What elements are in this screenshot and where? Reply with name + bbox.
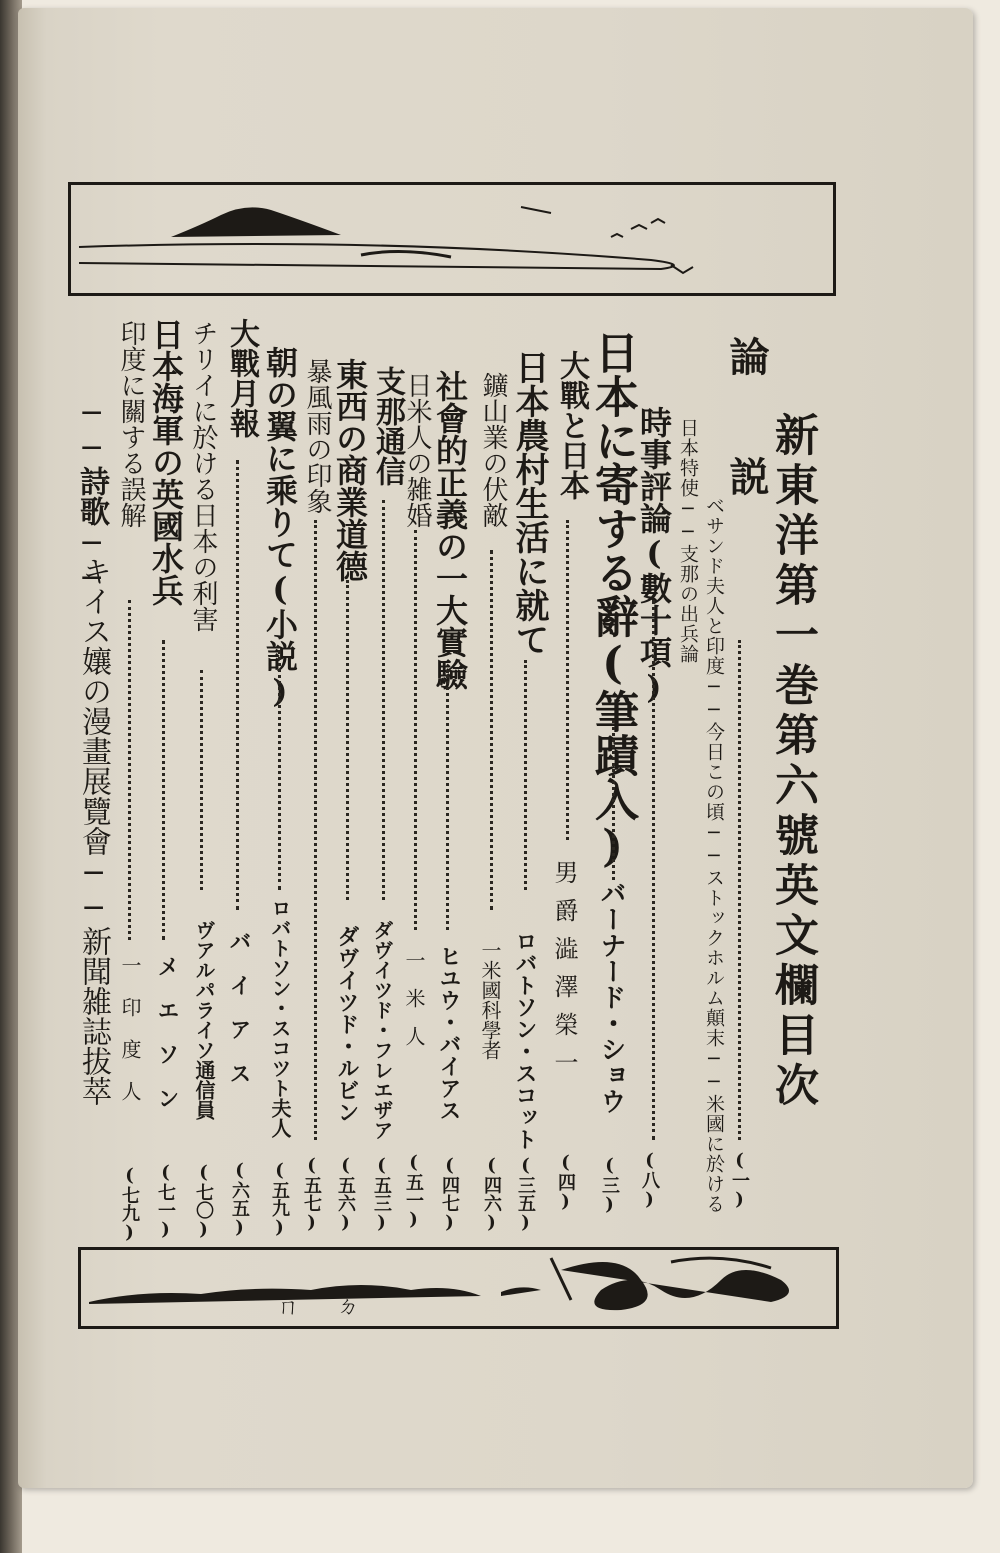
- leader-dots: [446, 670, 449, 930]
- entry-author: 男爵澁澤榮一: [550, 860, 578, 1088]
- page-number: (三): [599, 1155, 620, 1215]
- page-title: 新東洋第一巻第六號英文欄目次: [767, 412, 818, 1112]
- leader-dots: [162, 640, 165, 940]
- section-heading-setsu: 説: [723, 456, 770, 496]
- page-number: (七〇): [193, 1162, 214, 1240]
- entry-title: 大戰月報: [224, 318, 259, 438]
- banner-mark-a: ㄇ: [277, 1295, 300, 1320]
- page-number: (五七): [301, 1155, 322, 1233]
- entry-title: 支那通信: [370, 366, 405, 486]
- page-number: (五九): [269, 1160, 290, 1238]
- leader-dots: [612, 720, 615, 880]
- footer-line: キイス孃の漫畫展覽會──新聞雑誌拔萃: [76, 556, 111, 1106]
- entry-title: チリイに於ける日本の利害: [188, 320, 218, 632]
- page-number: (五六): [335, 1155, 356, 1233]
- entry-title: 暴風雨の印象: [302, 358, 332, 514]
- landscape-illustration-icon: [71, 185, 833, 293]
- section-heading-poetry: ──詩歌──: [74, 396, 109, 596]
- entry-author: バーナード・ショウ: [596, 880, 626, 1114]
- page-number: (四): [555, 1152, 576, 1212]
- entry-author: ロバトソン・スコット: [512, 930, 538, 1150]
- leader-dots: [738, 640, 741, 1140]
- entry-author: 一印度人: [118, 955, 142, 1123]
- leader-dots: [346, 580, 349, 900]
- page-number: (三五): [515, 1155, 536, 1233]
- sub-note-line2: 日本特使──支那の出兵論: [677, 418, 699, 664]
- leader-dots: [128, 600, 131, 940]
- entry-title: 日米人の雑婚: [402, 372, 432, 528]
- entry-author: ダヴイツド・フレエザア: [370, 920, 394, 1140]
- leader-dots: [278, 650, 281, 890]
- bottom-illustration-banner: [78, 1247, 839, 1329]
- entry-author: 一米人: [402, 950, 426, 1064]
- page-number: (七九): [119, 1165, 140, 1243]
- entry-title: 鑛山業の伏敵: [478, 372, 508, 528]
- leader-dots: [236, 460, 239, 910]
- entry-author: ヒユウ・バイアス: [436, 945, 462, 1121]
- entry-author: ヴアルパライソ通信員: [192, 920, 216, 1120]
- entry-title: 朝の翼に乘りて(小説): [261, 346, 299, 710]
- entry-author: ロバトソン・スコツト夫人: [268, 898, 292, 1138]
- entry-author: 一米國科學者: [478, 940, 502, 1060]
- page-number: (七一): [155, 1162, 176, 1240]
- leader-dots: [314, 520, 317, 1140]
- leader-dots: [382, 500, 385, 900]
- entry-title: 印度に關する誤解: [116, 320, 146, 528]
- page-number: (四七): [439, 1155, 460, 1233]
- entry-title: 日本に寄する辭(筆蹟入): [587, 330, 638, 872]
- entry-author: バイアス: [226, 930, 252, 1106]
- entry-title: 大戰と日本: [554, 350, 589, 500]
- entry-title: 日本海軍の英國水兵: [147, 318, 185, 606]
- leader-dots: [414, 530, 417, 930]
- page-number: (八): [639, 1150, 660, 1210]
- entry-title: 日本農村生活に就て: [509, 350, 549, 656]
- sub-note-line1: ベサンド夫人と印度──今日この頃──ストックホルム顛末──米國に於ける: [703, 496, 725, 1214]
- section-heading-ron: 論: [723, 336, 770, 376]
- page-number-ronsetsu: (一): [729, 1150, 750, 1210]
- leader-dots: [652, 600, 655, 1140]
- leader-dots: [490, 550, 493, 910]
- banner-mark-b: ㄉ: [337, 1295, 360, 1320]
- leader-dots: [566, 520, 569, 840]
- top-illustration-banner: [68, 182, 836, 296]
- page-number: (五三): [371, 1155, 392, 1233]
- leader-dots: [524, 660, 527, 890]
- entry-title: 社會的正義の一大實驗: [431, 370, 469, 690]
- leader-dots: [200, 670, 203, 890]
- entry-title: 東西の商業道德: [331, 358, 369, 582]
- page-number: (五一): [403, 1152, 424, 1230]
- entry-author: メエソン: [154, 955, 180, 1131]
- landscape-illustration-icon: [81, 1250, 836, 1326]
- page-number: (六五): [229, 1160, 250, 1238]
- entry-title: 時事評論(數十項): [635, 406, 673, 706]
- entry-author: ダヴイツド・ルビン: [334, 925, 360, 1123]
- page-number: (四六): [481, 1155, 502, 1233]
